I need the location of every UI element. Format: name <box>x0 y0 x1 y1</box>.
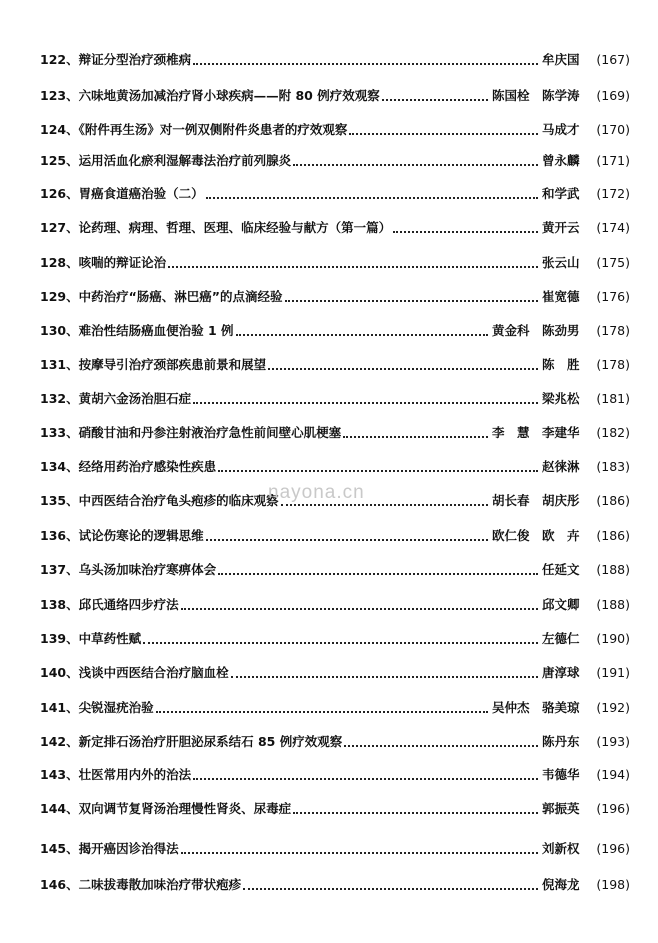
toc-entry-page: (188) <box>596 597 630 612</box>
dot-leader <box>206 195 538 199</box>
toc-entry-page: (176) <box>596 289 630 304</box>
toc-entry-page: (172) <box>596 186 630 201</box>
dot-leader <box>193 61 538 65</box>
dot-leader <box>343 434 488 438</box>
dot-leader <box>382 97 488 101</box>
toc-entry-page: (186) <box>596 528 630 543</box>
dot-leader <box>193 776 538 780</box>
dot-leader <box>268 366 538 370</box>
toc-entry-author: 和学武 <box>542 186 580 201</box>
dot-leader <box>143 640 538 644</box>
toc-entry <box>40 252 630 274</box>
dot-leader <box>156 709 488 713</box>
toc-entry <box>40 320 630 342</box>
dot-leader <box>218 571 538 575</box>
dot-leader <box>243 886 538 890</box>
toc-entry-author: 赵徕淋 <box>542 459 580 474</box>
toc-entry-author: 李 慧 李建华 <box>492 425 580 440</box>
toc-entry-page: (183) <box>596 459 630 474</box>
toc-entry-page: (188) <box>596 562 630 577</box>
toc-entry-page: (194) <box>596 767 630 782</box>
toc-entry-title: 134、经络用药治疗感染性疾患 <box>40 459 217 474</box>
toc-entry-page: (198) <box>596 877 630 892</box>
toc-entry <box>40 662 630 684</box>
dot-leader <box>344 743 538 747</box>
toc-entry <box>40 838 630 860</box>
toc-entry-title: 131、按摩导引治疗颈部疾患前景和展望 <box>40 357 267 372</box>
dot-leader <box>393 229 538 233</box>
toc-entry <box>40 731 630 753</box>
toc-entry-title: 138、邱氏通络四步疗法 <box>40 597 179 612</box>
toc-entry <box>40 697 630 719</box>
toc-entry-page: (190) <box>596 631 630 646</box>
toc-entry-title: 127、论药理、病理、哲理、医理、临床经验与献方（第一篇） <box>40 220 392 235</box>
toc-entry <box>40 354 630 376</box>
watermark-text: nayona.cn <box>268 482 365 503</box>
toc-entry-title: 125、运用活血化瘀利湿解毒法治疗前列腺炎 <box>40 153 292 168</box>
dot-leader <box>293 810 538 814</box>
toc-entry-page: (167) <box>596 52 630 67</box>
toc-entry <box>40 798 630 820</box>
toc-entry <box>40 594 630 616</box>
toc-entry-page: (178) <box>596 323 630 338</box>
toc-entry <box>40 388 630 410</box>
toc-entry <box>40 422 630 444</box>
toc-entry-page: (169) <box>596 88 630 103</box>
toc-entry-title: 126、胃癌食道癌治验（二） <box>40 186 204 201</box>
toc-entry-title: 137、乌头汤加味治疗寒痹体会 <box>40 562 217 577</box>
toc-entry-page: (178) <box>596 357 630 372</box>
toc-entry-title: 135、中西医结合治疗龟头疱疹的临床观察 <box>40 493 279 508</box>
toc-entry-title: 145、揭开癌因诊治得法 <box>40 841 179 856</box>
toc-entry-author: 左德仁 <box>542 631 580 646</box>
dot-leader <box>349 131 538 135</box>
toc-entry <box>40 628 630 650</box>
toc-entry-author: 黄金科 陈劲男 <box>492 323 580 338</box>
toc-entry-author: 唐淳球 <box>542 665 580 680</box>
toc-entry-page: (175) <box>596 255 630 270</box>
toc-entry-page: (174) <box>596 220 630 235</box>
toc-entry-author: 任延文 <box>542 562 580 577</box>
toc-entry-page: (170) <box>596 122 630 137</box>
toc-entry-author: 张云山 <box>542 255 580 270</box>
toc-entry-page: (191) <box>596 665 630 680</box>
toc-entry-page: (193) <box>596 734 630 749</box>
toc-entry-author: 黄开云 <box>542 220 580 235</box>
dot-leader <box>181 850 538 854</box>
toc-entry-author: 刘新权 <box>542 841 580 856</box>
toc-entry-title: 143、壮医常用内外的治法 <box>40 767 192 782</box>
toc-entry-title: 146、二味拔毒散加味治疗带状疱疹 <box>40 877 242 892</box>
dot-leader <box>293 162 538 166</box>
toc-entry-title: 122、辩证分型治疗颈椎病 <box>40 52 192 67</box>
toc-entry-author: 陈丹东 <box>542 734 580 749</box>
toc-entry-page: (186) <box>596 493 630 508</box>
toc-entry-title: 136、试论伤寒论的逻辑思维 <box>40 528 204 543</box>
toc-entry-author: 胡长春 胡庆彤 <box>492 493 580 508</box>
toc-entry-page: (171) <box>596 153 630 168</box>
toc-entry-title: 124、《附件再生汤》对一例双侧附件炎患者的疗效观察 <box>40 122 348 137</box>
toc-entry-author: 陈 胜 <box>542 357 580 372</box>
toc-entry <box>40 559 630 581</box>
toc-entry-author: 陈国栓 陈学涛 <box>492 88 580 103</box>
toc-entry <box>40 525 630 547</box>
toc-entry <box>40 85 630 107</box>
dot-leader <box>193 400 538 404</box>
toc-entry-author: 牟庆国 <box>542 52 580 67</box>
toc-entry-title: 139、中草药性赋 <box>40 631 142 646</box>
toc-entry-title: 132、黄胡六金汤治胆石症 <box>40 391 192 406</box>
toc-entry-author: 崔宽德 <box>542 289 580 304</box>
toc-entry-author: 倪海龙 <box>542 877 580 892</box>
toc-entry <box>40 49 630 71</box>
toc-entry-title: 133、硝酸甘油和丹参注射液治疗急性前间壁心肌梗塞 <box>40 425 342 440</box>
dot-leader <box>236 332 488 336</box>
toc-entry-author: 马成才 <box>542 122 580 137</box>
toc-entry <box>40 286 630 308</box>
toc-entry <box>40 183 630 205</box>
toc-entry-author: 郭振英 <box>542 801 580 816</box>
dot-leader <box>218 468 538 472</box>
toc-entry-title: 141、尖锐湿疣治验 <box>40 700 154 715</box>
toc-entry-title: 128、咳喘的辩证论治 <box>40 255 167 270</box>
toc-entry-author: 韦德华 <box>542 767 580 782</box>
toc-entry-author: 梁兆松 <box>542 391 580 406</box>
toc-entry <box>40 119 630 141</box>
toc-entry-author: 欧仁俊 欧 卉 <box>492 528 580 543</box>
dot-leader <box>168 264 538 268</box>
toc-entry-page: (181) <box>596 391 630 406</box>
toc-entry-page: (192) <box>596 700 630 715</box>
toc-entry-title: 123、六味地黄汤加减治疗肾小球疾病——附 80 例疗效观察 <box>40 88 380 103</box>
toc-entry-author: 曾永麟 <box>542 153 580 168</box>
toc-entry-page: (196) <box>596 801 630 816</box>
dot-leader <box>231 674 538 678</box>
toc-entry-author: 邱文卿 <box>542 597 580 612</box>
toc-entry-title: 129、中药治疗“肠癌、淋巴癌”的点滴经验 <box>40 289 283 304</box>
toc-entry-title: 144、双向调节复肾汤治理慢性肾炎、尿毒症 <box>40 801 292 816</box>
toc-entry-page: (182) <box>596 425 630 440</box>
dot-leader <box>181 606 538 610</box>
dot-leader <box>206 537 488 541</box>
toc-entry <box>40 456 630 478</box>
toc-entry <box>40 764 630 786</box>
toc-entry-title: 130、难治性结肠癌血便治验 1 例 <box>40 323 234 338</box>
toc-entry <box>40 874 630 896</box>
toc-entry-title: 140、浅谈中西医结合治疗脑血栓 <box>40 665 229 680</box>
dot-leader <box>285 298 538 302</box>
toc-entry <box>40 150 630 172</box>
toc-entry-page: (196) <box>596 841 630 856</box>
toc-entry-title: 142、新定排石汤治疗肝胆泌尿系结石 85 例疗效观察 <box>40 734 343 749</box>
toc-entry <box>40 217 630 239</box>
toc-entry-author: 吴仲杰 骆美琼 <box>492 700 580 715</box>
